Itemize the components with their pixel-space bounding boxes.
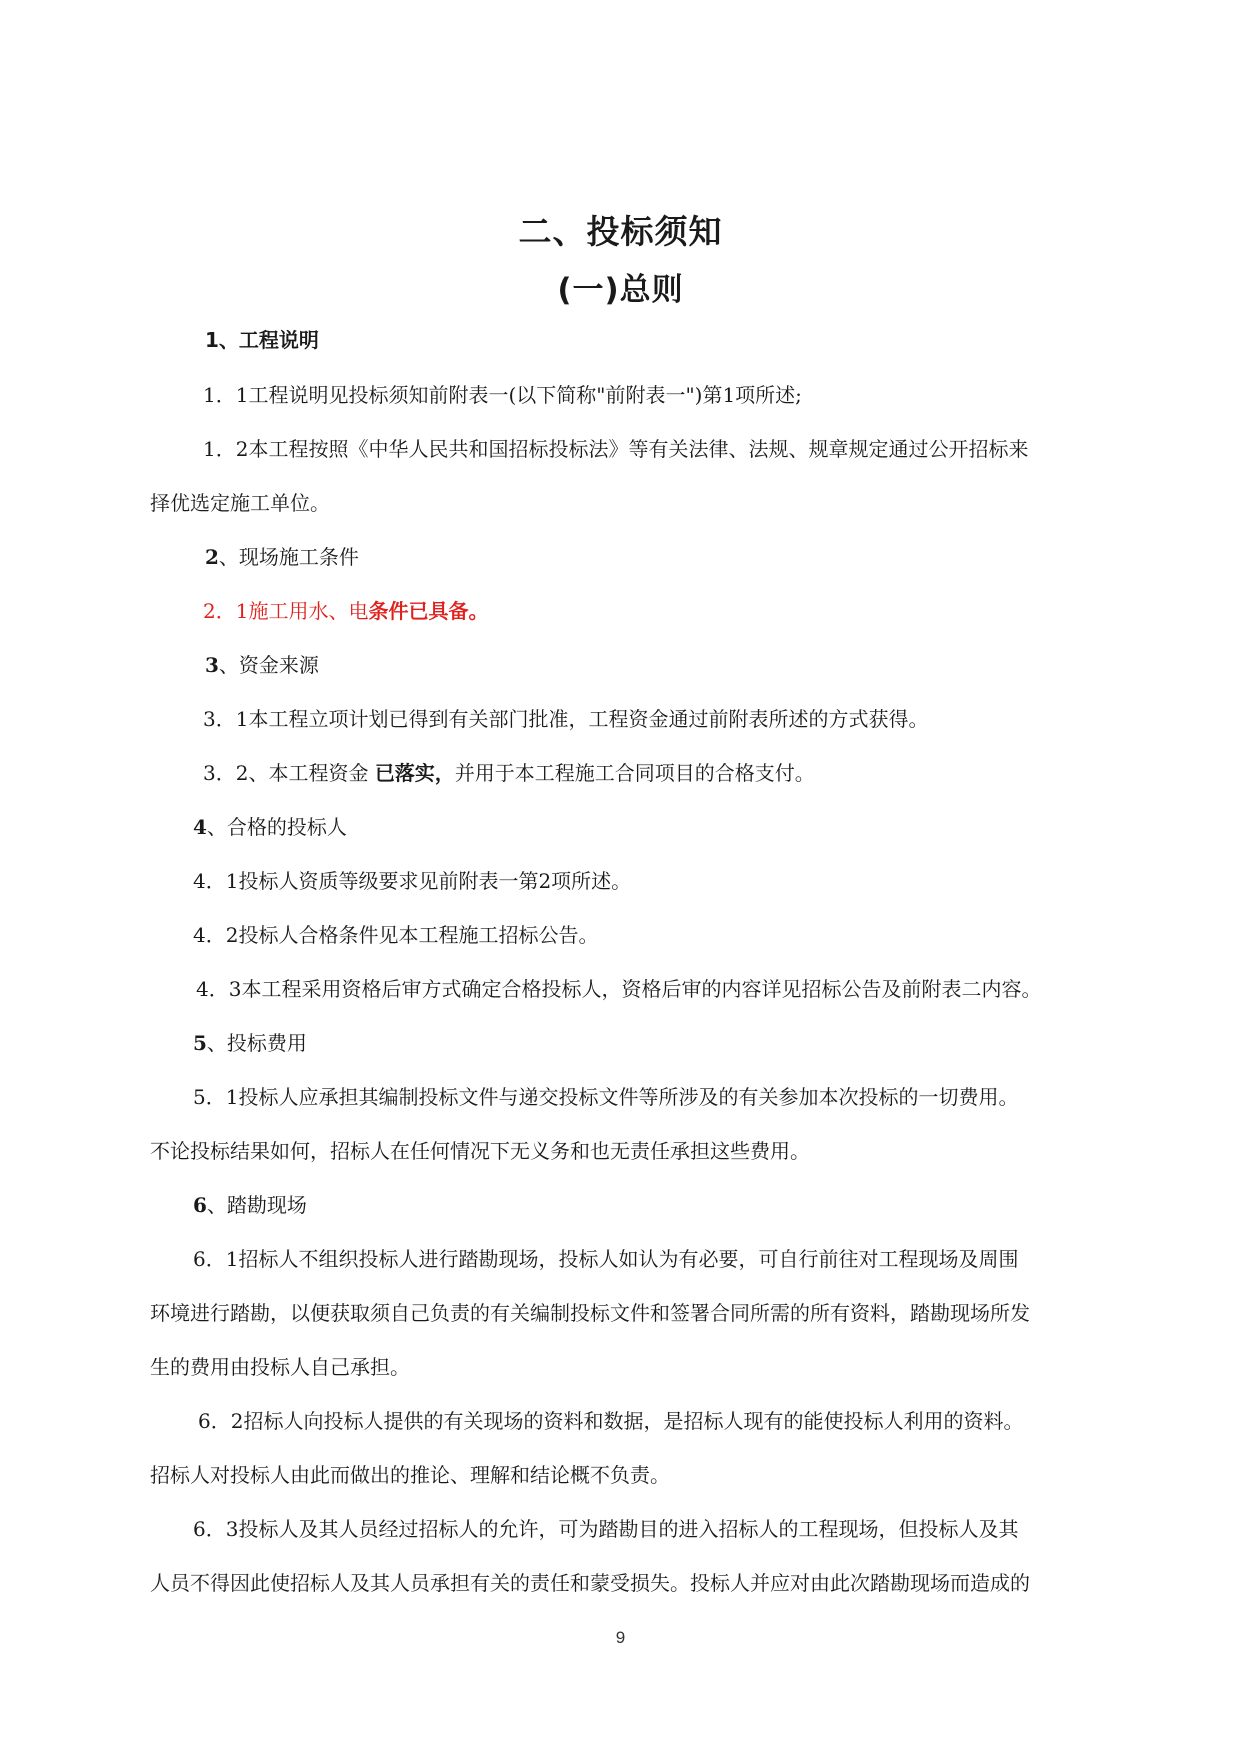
heading-3-number: 3	[205, 653, 219, 677]
paragraph-6-3-line-2: 人员不得因此使招标人及其人员承担有关的责任和蒙受损失。投标人并应对由此次踏勘现场而造成的	[150, 1571, 1030, 1595]
heading-6-label: 、踏勘现场	[206, 1193, 307, 1217]
heading-2-label: 、现场施工条件	[218, 545, 359, 569]
heading-1	[205, 313, 319, 367]
heading-3	[205, 638, 319, 692]
paragraph-3-1: 3．1本工程立项计划已得到有关部门批准，工程资金通过前附表所述的方式获得。	[203, 707, 929, 731]
paragraph-6-2-line-2: 招标人对投标人由此而做出的推论、理解和结论概不负责。	[150, 1463, 670, 1487]
heading-5-label: 、投标费用	[206, 1031, 307, 1055]
paragraph-5-1-line-1: 5．1投标人应承担其编制投标文件与递交投标文件等所涉及的有关参加本次投标的一切费用。	[193, 1085, 1019, 1109]
section-title: (一)总则	[557, 272, 684, 308]
paragraph-6-1-line-2: 环境进行踏勘，以便获取须自己负责的有关编制投标文件和签署合同所需的所有资料，踏勘现场所发	[150, 1301, 1030, 1325]
paragraph-1-2-line-2: 择优选定施工单位。	[150, 491, 330, 515]
heading-4-number: 4	[193, 815, 207, 839]
paragraph-6-1-line-1: 6．1招标人不组织投标人进行踏勘现场，投标人如认为有必要，可自行前往对工程现场及周围	[193, 1247, 1019, 1271]
paragraph-1-1: 1．1工程说明见投标须知前附表一(以下简称"前附表一")第1项所述;	[203, 383, 802, 407]
paragraph-3-2-text-c: 并用于本工程施工合同项目的合格支付。	[454, 761, 815, 785]
chapter-title: 二、投标须知	[518, 212, 723, 251]
heading-1-number: 1、	[205, 328, 239, 352]
heading-5	[193, 1016, 307, 1070]
heading-3-label: 、资金来源	[218, 653, 319, 677]
paragraph-5-1-line-2: 不论投标结果如何，招标人在任何情况下无义务和也无责任承担这些费用。	[150, 1139, 810, 1163]
paragraph-4-2: 4．2投标人合格条件见本工程施工招标公告。	[193, 923, 599, 947]
paragraph-2-1	[203, 584, 488, 638]
heading-5-number: 5	[193, 1031, 207, 1055]
paragraph-6-3-line-1: 6．3投标人及其人员经过招标人的允许，可为踏勘目的进入招标人的工程现场，但投标人及其	[193, 1517, 1019, 1541]
paragraph-3-2-emphasis: 已落实，	[374, 761, 455, 785]
paragraph-6-2-line-1: 6．2招标人向投标人提供的有关现场的资料和数据，是招标人现有的能使投标人利用的资料。	[198, 1409, 1024, 1433]
heading-1-label: 工程说明	[238, 328, 319, 352]
paragraph-3-2	[203, 746, 815, 800]
paragraph-2-1-emphasis: 条件已具备。	[368, 599, 489, 623]
heading-6-number: 6	[193, 1193, 207, 1217]
paragraph-4-1: 4．1投标人资质等级要求见前附表一第2项所述。	[193, 869, 632, 893]
paragraph-4-3: 4．3本工程采用资格后审方式确定合格投标人，资格后审的内容详见招标公告及前附表二内容。	[196, 977, 1042, 1001]
heading-4-label: 、合格的投标人	[206, 815, 347, 839]
heading-2-number: 2	[205, 545, 219, 569]
page-number: 9	[615, 1628, 626, 1647]
paragraph-2-1-text: 2．1施工用水、电	[203, 599, 369, 623]
heading-4	[193, 800, 347, 854]
heading-2	[205, 530, 359, 584]
paragraph-1-2-line-1: 1．2本工程按照《中华人民共和国招标投标法》等有关法律、法规、规章规定通过公开招标来	[203, 437, 1029, 461]
paragraph-6-1-line-3: 生的费用由投标人自己承担。	[150, 1355, 410, 1379]
paragraph-3-2-text-a: 3．2、本工程资金	[203, 761, 375, 785]
heading-6	[193, 1178, 307, 1232]
